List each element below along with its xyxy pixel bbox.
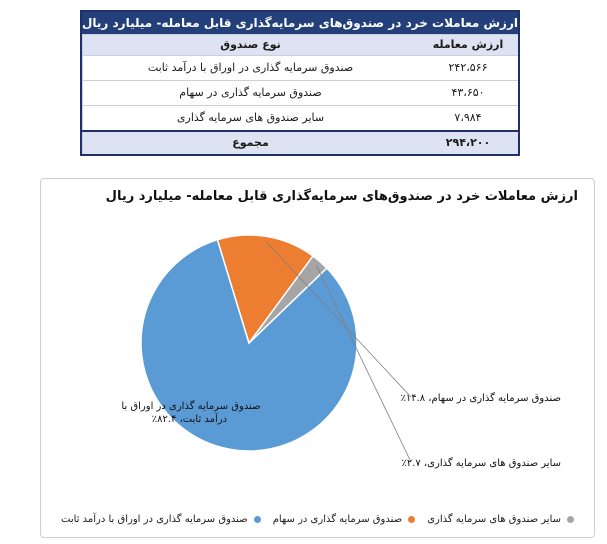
pie-chart [41,179,596,539]
chart-title: ارزش معاملات خرد در صندوق‌های سرمایه‌گذاری قابل معامله- میلیارد ریال [105,189,578,204]
total-label: مجموع [82,132,418,154]
row-fund-type: صندوق سرمایه گذاری در اوراق با درآمد ثابت [82,56,418,80]
legend-label: صندوق سرمایه گذاری در اوراق با درآمد ثابت [61,514,248,525]
pie-chart-panel [40,178,595,538]
table-total-row [82,130,518,154]
funds-table [80,10,520,156]
legend-item [61,514,261,525]
data-label: سایر صندوق های سرمایه گذاری، ۲.۷٪ [401,458,561,469]
legend-item [427,514,574,525]
row-fund-type: سایر صندوق های سرمایه گذاری [82,106,418,130]
legend-label: سایر صندوق های سرمایه گذاری [427,514,561,525]
legend-swatch [408,516,415,523]
table-row [82,105,518,130]
data-label: صندوق سرمایه گذاری در اوراق با درآمد ثابت، ۸۲.۴٪ [121,401,261,425]
legend-swatch [567,516,574,523]
legend-item [273,514,415,525]
header-trade-value: ارزش معامله [432,38,504,51]
row-trade-value: ۲۴۲،۵۶۶ [448,61,488,74]
table-row [82,80,518,105]
chart-legend [61,514,574,525]
table-header-row [82,34,518,55]
table-title: ارزش معاملات خرد در صندوق‌های سرمایه‌گذاری قابل معامله- میلیارد ریال [82,12,518,34]
row-fund-type: صندوق سرمایه گذاری در سهام [82,81,418,105]
row-trade-value: ۴۳،۶۵۰ [451,86,485,99]
total-value: ۲۹۴،۲۰۰ [445,136,491,149]
legend-label: صندوق سرمایه گذاری در سهام [272,514,403,525]
header-fund-type: نوع صندوق [82,35,418,55]
table-row [82,55,518,80]
row-trade-value: ۷،۹۸۴ [454,111,482,124]
legend-swatch [254,516,261,523]
data-label: صندوق سرمایه گذاری در سهام، ۱۴.۸٪ [400,393,561,404]
